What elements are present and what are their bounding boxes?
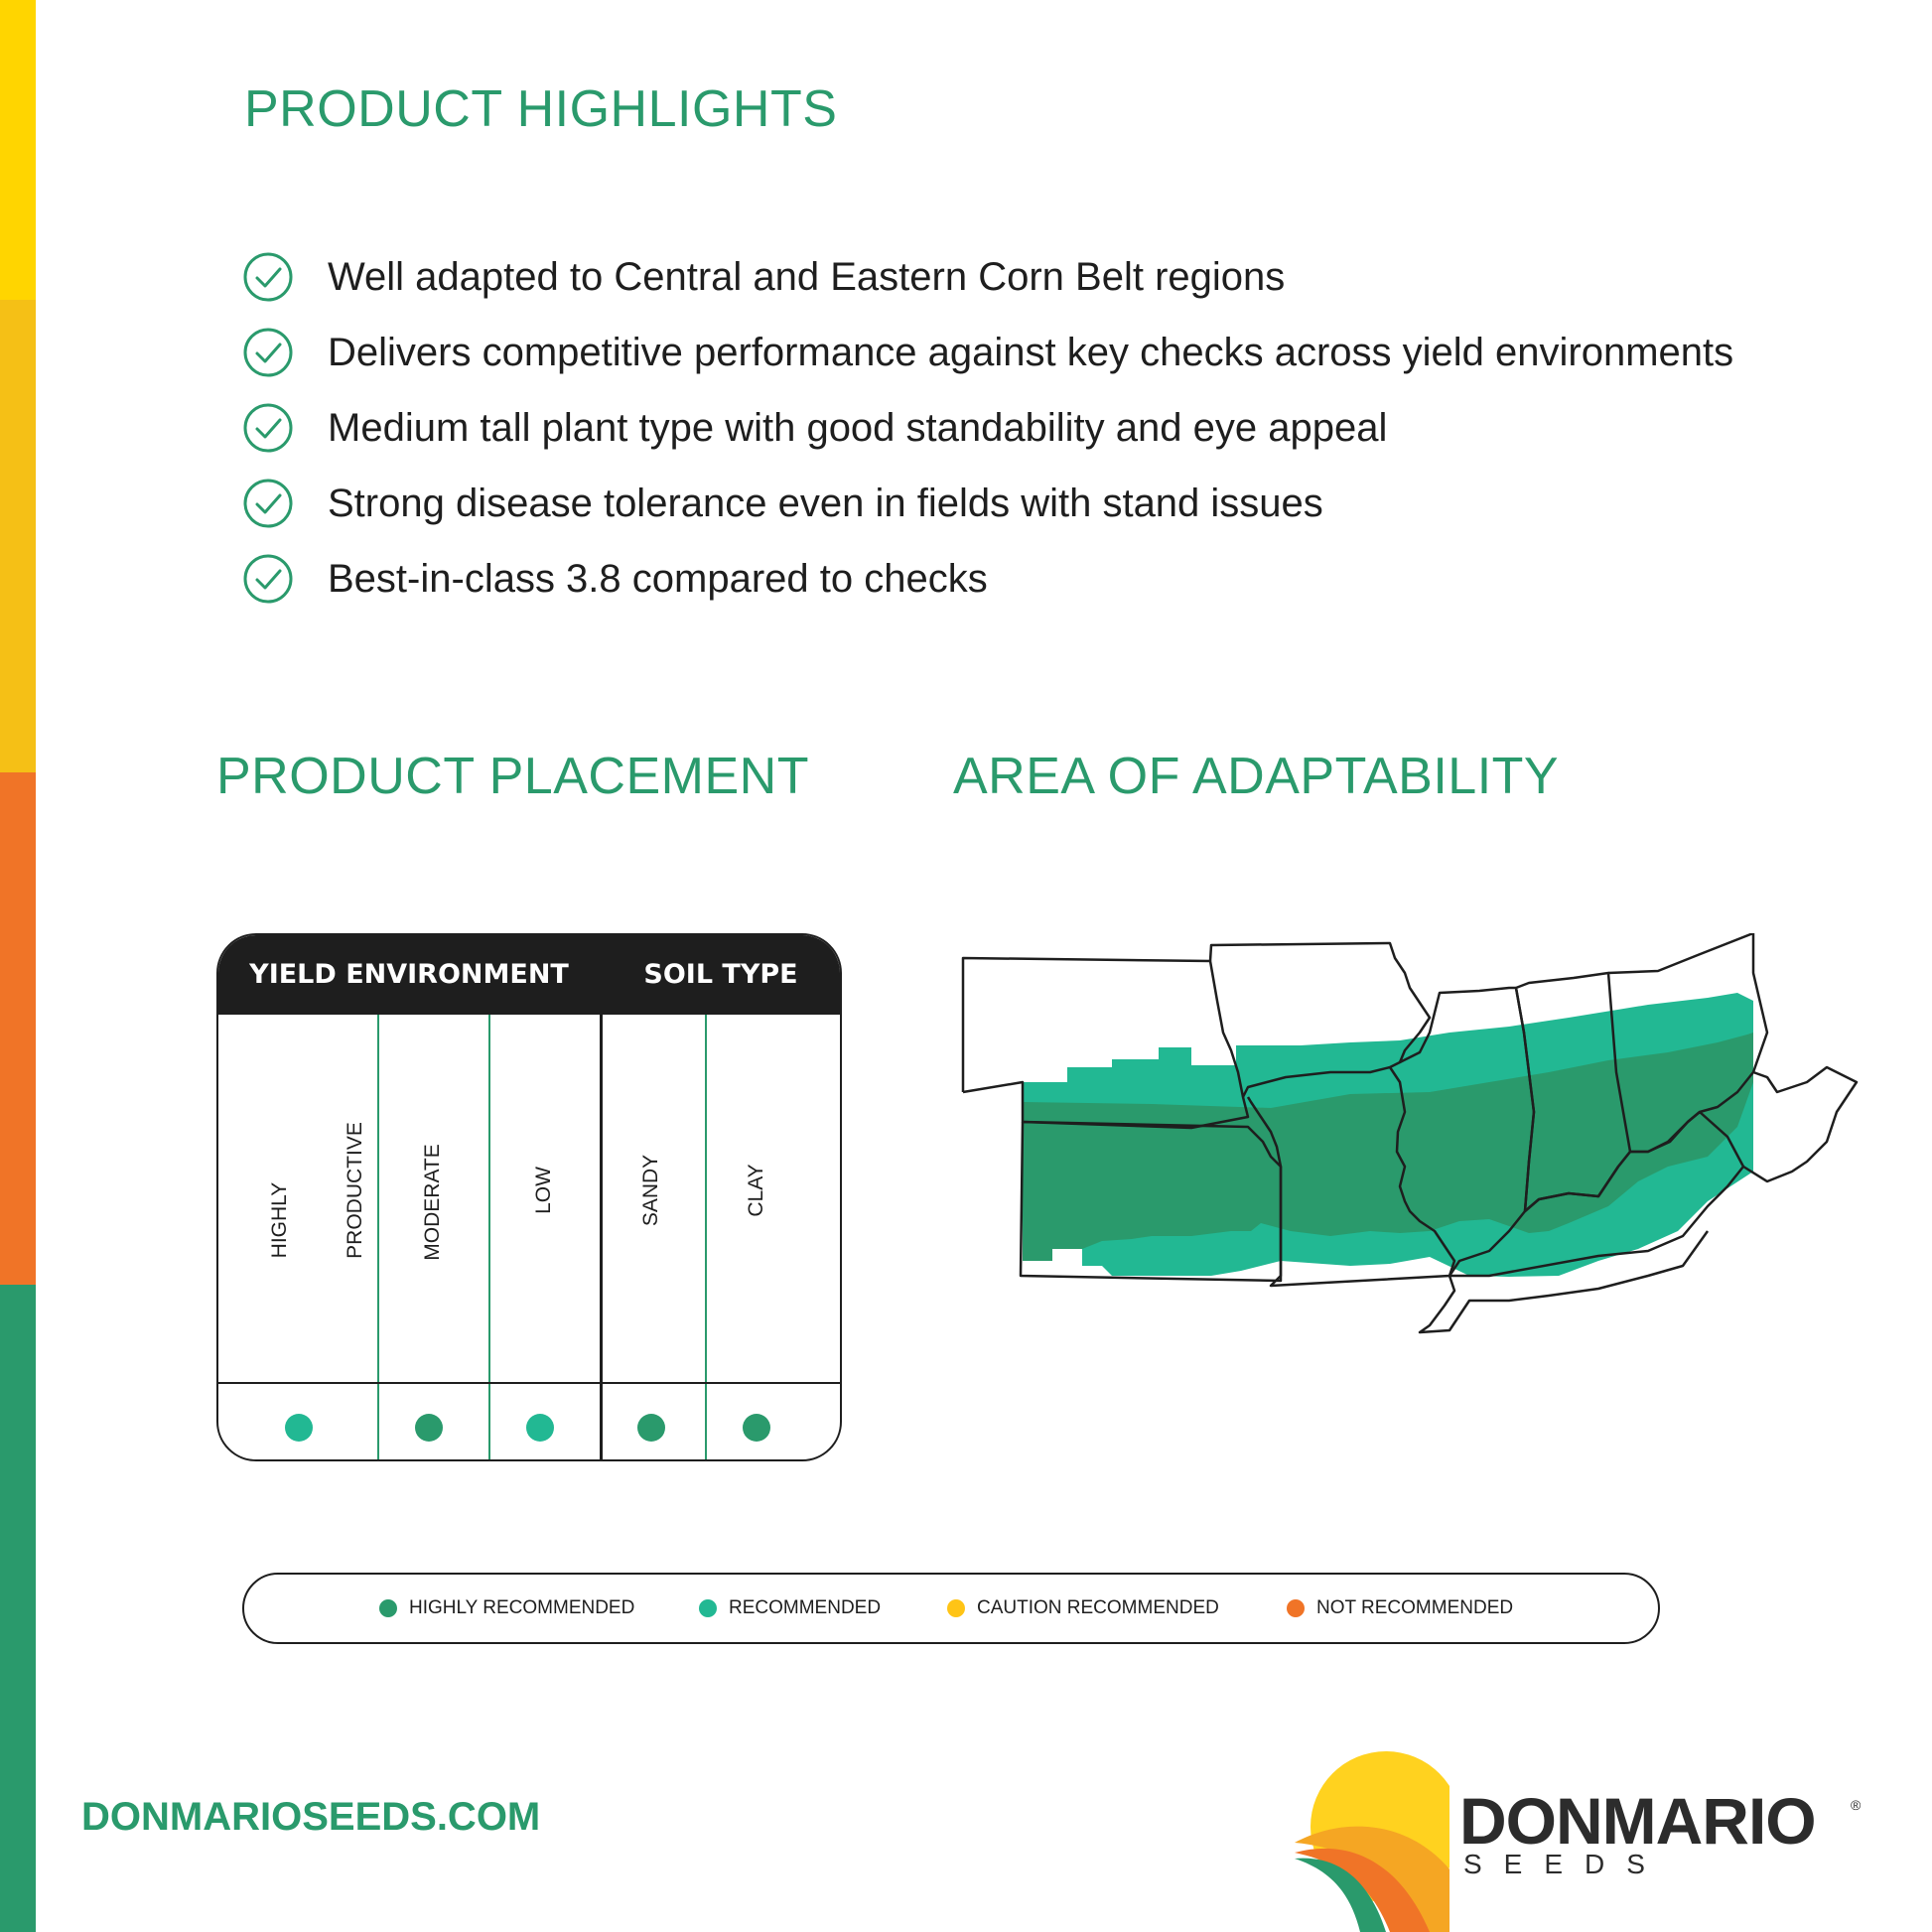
legend-item: [379, 1575, 634, 1642]
side-stripe-orange: [0, 772, 36, 1285]
column-label-highly: HIGHLY: [268, 1181, 291, 1259]
column-divider: [705, 1015, 707, 1459]
column-label-moderate: MODERATE: [421, 1144, 444, 1261]
legend-label: CAUTION RECOMMENDED: [977, 1597, 1219, 1618]
column-label-productive: PRODUCTIVE: [344, 1122, 366, 1259]
legend-dot-recommended: [699, 1599, 717, 1617]
area-of-adaptability-title: AREA OF ADAPTABILITY: [953, 748, 1560, 805]
highlight-item: [242, 252, 1751, 302]
brand-subtitle: SEEDS: [1463, 1849, 1667, 1879]
yield-environment-header: YIELD ENVIRONMENT: [249, 959, 569, 990]
highlight-item: [242, 479, 1751, 528]
state-border-west-virginia: [1743, 1067, 1857, 1181]
donmario-logo-icon: [1291, 1743, 1449, 1932]
legend-dot-highly-recommended: [379, 1599, 397, 1617]
soil-type-header: SOIL TYPE: [643, 959, 798, 990]
adaptability-map: [953, 933, 1866, 1340]
highlight-text: Well adapted to Central and Eastern Corn Belt regions: [328, 255, 1286, 299]
check-circle-icon: [242, 251, 294, 303]
product-highlights-title: PRODUCT HIGHLIGHTS: [244, 80, 838, 138]
check-circle-icon: [242, 402, 294, 454]
website-link[interactable]: DONMARIOSEEDS.COM: [81, 1795, 541, 1839]
legend-label: RECOMMENDED: [729, 1597, 882, 1618]
rating-dot-highly-recommended: [415, 1414, 443, 1442]
check-circle-icon: [242, 553, 294, 605]
highlight-item: [242, 328, 1817, 377]
highlight-text: Medium tall plant type with good standability and eye appeal: [328, 406, 1388, 450]
check-circle-icon: [242, 327, 294, 378]
column-label-low: LOW: [532, 1167, 555, 1214]
side-stripe-green: [0, 1285, 36, 1932]
rating-dot-highly-recommended: [637, 1414, 665, 1442]
row-divider: [218, 1382, 840, 1384]
column-divider: [377, 1015, 379, 1459]
side-stripe-yellow: [0, 0, 36, 300]
column-divider: [488, 1015, 490, 1459]
legend: [242, 1573, 1660, 1644]
brand-name: DONMARIO: [1459, 1784, 1816, 1858]
placement-table: [216, 933, 842, 1461]
highlight-text: Best-in-class 3.8 compared to checks: [328, 557, 988, 601]
legend-label: HIGHLY RECOMMENDED: [409, 1597, 635, 1618]
rating-dot-recommended: [526, 1414, 554, 1442]
side-stripe-gold: [0, 300, 36, 772]
registered-mark: ®: [1851, 1797, 1862, 1813]
legend-label: NOT RECOMMENDED: [1316, 1597, 1514, 1618]
legend-dot-caution-recommended: [947, 1599, 965, 1617]
rating-dot-recommended: [285, 1414, 313, 1442]
rating-dot-highly-recommended: [743, 1414, 770, 1442]
section-divider: [600, 935, 603, 1459]
product-placement-title: PRODUCT PLACEMENT: [216, 748, 809, 805]
column-label-clay: CLAY: [745, 1164, 767, 1217]
highlights-list: [242, 252, 1751, 629]
highlight-item: [242, 554, 1751, 604]
legend-item: [1287, 1575, 1513, 1642]
legend-item: [947, 1575, 1219, 1642]
highlight-text: Strong disease tolerance even in fields with stand issues: [328, 482, 1323, 525]
legend-dot-not-recommended: [1287, 1599, 1305, 1617]
legend-item: [699, 1575, 881, 1642]
highlight-text: Delivers competitive performance against key checks across yield environments: [328, 331, 1734, 374]
column-label-sandy: SANDY: [639, 1154, 662, 1227]
check-circle-icon: [242, 478, 294, 529]
highlight-item: [242, 403, 1751, 453]
